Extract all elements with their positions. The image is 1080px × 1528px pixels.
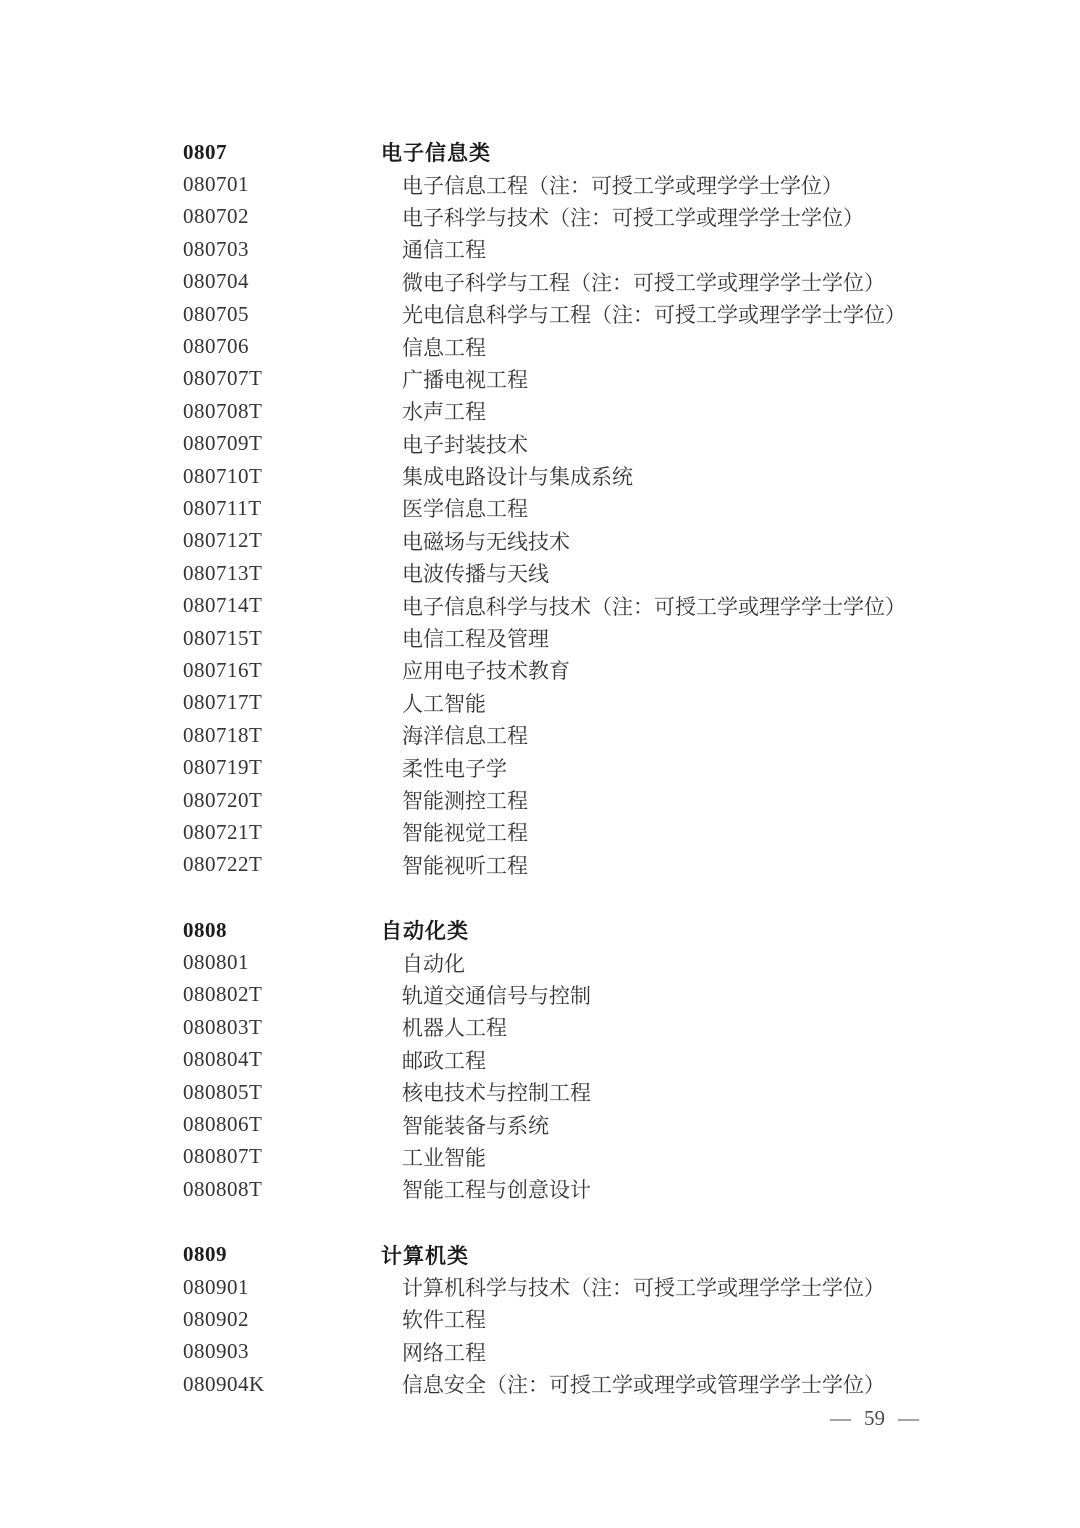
major-row xyxy=(183,460,1003,492)
major-name: 电子科学与技术（注：可授工学或理学学士学位） xyxy=(402,205,864,230)
major-row xyxy=(183,1336,1003,1368)
major-code: 080904K xyxy=(183,1371,265,1396)
major-row xyxy=(183,1108,1003,1140)
major-code: 080712T xyxy=(183,528,263,553)
major-name: 水声工程 xyxy=(402,400,486,425)
major-name: 人工智能 xyxy=(402,691,486,716)
major-code: 080716T xyxy=(183,657,263,682)
major-code: 080721T xyxy=(183,819,263,844)
major-code: 080720T xyxy=(183,787,263,812)
major-code: 080805T xyxy=(183,1079,263,1104)
major-code: 080710T xyxy=(183,463,263,488)
major-name: 医学信息工程 xyxy=(402,497,528,522)
major-code: 080803T xyxy=(183,1014,263,1039)
major-row xyxy=(183,201,1003,233)
major-code: 080902 xyxy=(183,1306,249,1331)
major-row xyxy=(183,784,1003,816)
major-row xyxy=(183,330,1003,362)
major-row xyxy=(183,1044,1003,1076)
major-code: 080806T xyxy=(183,1112,263,1137)
major-name: 电信工程及管理 xyxy=(402,627,549,652)
major-code: 080702 xyxy=(183,204,249,229)
major-row xyxy=(183,849,1003,881)
section-list xyxy=(183,136,1003,1400)
major-row xyxy=(183,428,1003,460)
major-code: 080717T xyxy=(183,690,263,715)
major-code: 080722T xyxy=(183,852,263,877)
major-row xyxy=(183,298,1003,330)
major-row xyxy=(183,492,1003,524)
category-header-row xyxy=(183,136,1003,168)
page-number: 59 xyxy=(864,1405,885,1430)
major-row xyxy=(183,233,1003,265)
major-row xyxy=(183,1368,1003,1400)
category-header-row xyxy=(183,914,1003,946)
major-row xyxy=(183,751,1003,783)
major-name: 软件工程 xyxy=(402,1308,486,1333)
footer-dash-left: — xyxy=(830,1405,851,1430)
major-code: 080708T xyxy=(183,398,263,423)
category-header-row xyxy=(183,1239,1003,1271)
category-name: 计算机类 xyxy=(381,1244,469,1268)
category-name: 自动化类 xyxy=(381,920,469,944)
footer-dash-right: — xyxy=(898,1405,919,1430)
major-list xyxy=(183,1271,1003,1401)
major-name: 信息安全（注：可授工学或理学或管理学学士学位） xyxy=(402,1373,885,1398)
major-row xyxy=(183,1141,1003,1173)
major-row xyxy=(183,816,1003,848)
major-name: 电子信息科学与技术（注：可授工学或理学学士学位） xyxy=(402,594,906,619)
major-row xyxy=(183,1271,1003,1303)
major-name: 通信工程 xyxy=(402,238,486,263)
major-name: 核电技术与控制工程 xyxy=(402,1081,591,1106)
major-name: 微电子科学与工程（注：可授工学或理学学士学位） xyxy=(402,270,885,295)
major-code: 080715T xyxy=(183,625,263,650)
major-name: 自动化 xyxy=(402,951,465,976)
major-row xyxy=(183,1076,1003,1108)
major-code: 080807T xyxy=(183,1144,263,1169)
major-name: 计算机科学与技术（注：可授工学或理学学士学位） xyxy=(402,1276,885,1301)
major-code: 080801 xyxy=(183,950,249,975)
major-name: 工业智能 xyxy=(402,1145,486,1170)
major-code: 080707T xyxy=(183,366,263,391)
major-name: 光电信息科学与工程（注：可授工学或理学学士学位） xyxy=(402,303,906,328)
major-code: 080704 xyxy=(183,269,249,294)
major-name: 广播电视工程 xyxy=(402,367,528,392)
major-name: 网络工程 xyxy=(402,1340,486,1365)
major-category-section xyxy=(183,914,1003,1206)
major-row xyxy=(183,363,1003,395)
major-row xyxy=(183,168,1003,200)
category-code: 0808 xyxy=(183,917,227,942)
major-row xyxy=(183,589,1003,621)
major-code: 080903 xyxy=(183,1339,249,1364)
major-row xyxy=(183,525,1003,557)
major-code: 080703 xyxy=(183,236,249,261)
major-name: 柔性电子学 xyxy=(402,756,507,781)
major-row xyxy=(183,1173,1003,1205)
major-name: 电波传播与天线 xyxy=(402,562,549,587)
major-row xyxy=(183,979,1003,1011)
major-row xyxy=(183,719,1003,751)
category-code: 0809 xyxy=(183,1242,227,1267)
major-name: 智能装备与系统 xyxy=(402,1113,549,1138)
major-name: 机器人工程 xyxy=(402,1016,507,1041)
major-name: 集成电路设计与集成系统 xyxy=(402,465,633,490)
major-name: 电磁场与无线技术 xyxy=(402,529,570,554)
major-name: 智能测控工程 xyxy=(402,789,528,813)
major-name: 邮政工程 xyxy=(402,1048,486,1073)
major-row xyxy=(183,622,1003,654)
major-list xyxy=(183,168,1003,881)
major-list xyxy=(183,946,1003,1205)
major-code: 080709T xyxy=(183,431,263,456)
category-name: 电子信息类 xyxy=(381,142,491,166)
major-code: 080714T xyxy=(183,593,263,618)
major-row xyxy=(183,395,1003,427)
major-code: 080711T xyxy=(183,495,262,520)
major-row xyxy=(183,1303,1003,1335)
major-code: 080713T xyxy=(183,560,263,585)
major-code: 080705 xyxy=(183,301,249,326)
major-name: 电子信息工程（注：可授工学或理学学士学位） xyxy=(402,173,843,198)
major-name: 电子封装技术 xyxy=(402,432,528,457)
major-name: 智能工程与创意设计 xyxy=(402,1178,591,1203)
major-code: 080718T xyxy=(183,722,263,747)
major-code: 080706 xyxy=(183,334,249,359)
major-name: 信息工程 xyxy=(402,335,486,360)
major-name: 海洋信息工程 xyxy=(402,724,528,749)
major-code: 080802T xyxy=(183,982,263,1007)
major-row xyxy=(183,654,1003,686)
category-code: 0807 xyxy=(183,139,227,164)
major-code: 080719T xyxy=(183,755,263,780)
major-code: 080804T xyxy=(183,1047,263,1072)
major-row xyxy=(183,1011,1003,1043)
major-row xyxy=(183,687,1003,719)
page-footer xyxy=(830,1402,919,1434)
major-code: 080808T xyxy=(183,1176,263,1201)
major-row xyxy=(183,946,1003,978)
major-category-section xyxy=(183,1239,1003,1401)
major-row xyxy=(183,266,1003,298)
major-name: 轨道交通信号与控制 xyxy=(402,983,591,1008)
major-name: 智能视觉工程 xyxy=(402,821,528,846)
major-row xyxy=(183,557,1003,589)
major-code: 080901 xyxy=(183,1274,249,1299)
major-category-section xyxy=(183,136,1003,881)
major-name: 智能视听工程 xyxy=(402,853,528,878)
major-name: 应用电子技术教育 xyxy=(402,659,570,684)
major-code: 080701 xyxy=(183,172,249,197)
